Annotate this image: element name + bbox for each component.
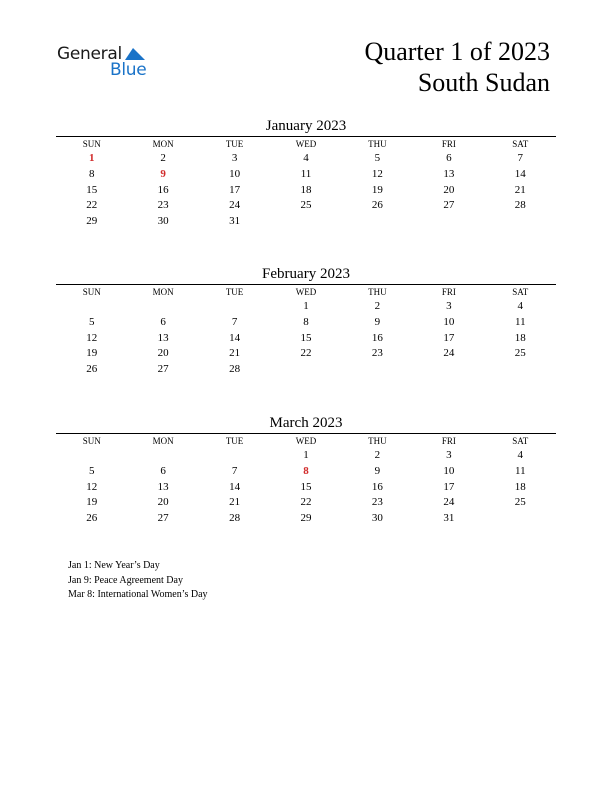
holiday-day-cell: 9 [160, 167, 166, 180]
day-cell: 25 [514, 496, 526, 509]
month-january [56, 116, 556, 230]
day-cell: 8 [88, 167, 95, 180]
day-cell: 3 [446, 449, 452, 461]
day-cell: 12 [86, 331, 98, 344]
empty-cell [127, 299, 198, 315]
weekday-header: SUN [82, 436, 101, 446]
empty-cell [127, 448, 198, 464]
holiday-day-cell: 1 [88, 152, 95, 164]
day-cell: 18 [514, 480, 526, 493]
day-cell: 22 [86, 199, 98, 212]
day-cell: 30 [157, 215, 169, 228]
day-cell: 5 [374, 152, 381, 164]
empty-cell [413, 214, 484, 230]
empty-cell [485, 362, 556, 378]
day-cell: 13 [443, 167, 455, 180]
weekday-header: THU [368, 139, 387, 149]
day-cell: 23 [371, 496, 383, 509]
weekday-header: SUN [82, 287, 101, 297]
day-cell: 29 [86, 215, 98, 228]
day-cell: 26 [86, 512, 98, 525]
weekday-header: TUE [225, 139, 244, 149]
day-cell: 17 [229, 183, 241, 196]
day-cell: 26 [371, 199, 383, 212]
empty-cell [485, 214, 556, 230]
day-cell: 1 [303, 449, 309, 461]
day-cell: 16 [371, 331, 383, 344]
logo-text-general: General [57, 44, 122, 64]
day-cell: 13 [157, 331, 169, 344]
day-cell: 20 [443, 183, 455, 196]
day-cell: 4 [517, 449, 524, 461]
day-cell: 4 [517, 300, 524, 312]
day-cell: 27 [157, 512, 169, 525]
day-cell: 10 [443, 464, 455, 477]
day-cell: 6 [160, 315, 166, 328]
weekday-header: WED [295, 436, 317, 446]
day-cell: 11 [514, 464, 526, 477]
day-cell: 19 [86, 347, 98, 360]
day-cell: 24 [229, 199, 241, 212]
weekday-header: TUE [225, 436, 244, 446]
weekday-header: FRI [441, 287, 456, 297]
day-cell: 18 [514, 331, 526, 344]
weekday-header: WED [295, 287, 317, 297]
generalblue-logo [57, 44, 157, 80]
month-title: February 2023 [262, 266, 350, 282]
day-cell: 24 [443, 496, 455, 509]
day-cell: 7 [517, 152, 524, 164]
month-title: March 2023 [269, 415, 343, 431]
month-march [56, 413, 556, 527]
weekday-header: WED [295, 139, 317, 149]
day-cell: 19 [86, 496, 98, 509]
day-cell: 3 [231, 152, 238, 164]
day-cell: 2 [160, 152, 166, 164]
day-cell: 15 [300, 331, 312, 344]
day-cell: 12 [86, 480, 98, 493]
page-title [364, 36, 550, 98]
empty-cell [342, 362, 413, 378]
day-cell: 31 [229, 215, 241, 228]
empty-cell [342, 214, 413, 230]
holiday-note: Mar 8: International Women’s Day [68, 589, 208, 600]
logo-text-blue: Blue [110, 60, 147, 80]
day-cell: 25 [300, 199, 312, 212]
day-cell: 2 [374, 449, 381, 461]
month-title: January 2023 [265, 118, 347, 134]
day-cell: 25 [514, 347, 526, 360]
weekday-header: FRI [441, 436, 456, 446]
day-cell: 21 [229, 496, 241, 509]
day-cell: 2 [374, 300, 381, 312]
day-cell: 6 [160, 464, 166, 477]
day-cell: 20 [157, 347, 169, 360]
day-cell: 14 [514, 167, 526, 180]
day-cell: 13 [157, 480, 169, 493]
day-cell: 18 [300, 183, 312, 196]
day-cell: 7 [231, 315, 238, 328]
day-cell: 9 [374, 464, 381, 477]
day-cell: 3 [446, 300, 452, 312]
day-cell: 27 [157, 363, 169, 376]
empty-cell [270, 362, 341, 378]
day-cell: 28 [229, 363, 241, 376]
day-cell: 22 [300, 496, 312, 509]
day-cell: 23 [157, 199, 169, 212]
empty-cell [56, 299, 127, 315]
day-cell: 12 [371, 167, 383, 180]
day-cell: 17 [443, 480, 455, 493]
empty-cell [413, 362, 484, 378]
day-cell: 16 [157, 183, 169, 196]
holiday-note: Jan 9: Peace Agreement Day [68, 574, 183, 586]
day-cell: 7 [231, 464, 238, 477]
day-cell: 15 [86, 183, 98, 196]
day-cell: 29 [300, 512, 312, 525]
holiday-note: Jan 1: New Year’s Day [68, 560, 160, 571]
calendar-grid [56, 434, 556, 527]
day-cell: 8 [303, 315, 309, 328]
day-cell: 20 [157, 496, 169, 509]
day-cell: 1 [303, 300, 309, 312]
empty-cell [199, 448, 270, 464]
day-cell: 27 [443, 199, 455, 212]
day-cell: 14 [229, 331, 241, 344]
day-cell: 11 [300, 167, 312, 180]
day-cell: 30 [371, 512, 383, 525]
day-cell: 17 [443, 331, 455, 344]
day-cell: 19 [371, 183, 383, 196]
holiday-notes [68, 559, 208, 603]
holiday-day-cell: 8 [303, 464, 309, 477]
logo-triangle-icon [125, 46, 145, 60]
weekday-header: MON [152, 436, 174, 446]
empty-cell [56, 448, 127, 464]
weekday-header: FRI [441, 139, 456, 149]
day-cell: 22 [300, 347, 312, 360]
weekday-header: THU [368, 436, 387, 446]
day-cell: 10 [443, 315, 455, 328]
day-cell: 26 [86, 363, 98, 376]
calendar-grid [56, 137, 556, 230]
weekday-header: SUN [82, 139, 101, 149]
day-cell: 31 [443, 512, 455, 525]
empty-cell [485, 511, 556, 527]
title-country: South Sudan [417, 68, 550, 97]
day-cell: 5 [88, 315, 95, 328]
day-cell: 24 [443, 347, 455, 360]
empty-cell [199, 299, 270, 315]
weekday-header: TUE [225, 287, 244, 297]
weekday-header: MON [152, 287, 174, 297]
day-cell: 28 [229, 512, 241, 525]
day-cell: 9 [374, 315, 381, 328]
weekday-header: SAT [512, 287, 529, 297]
weekday-header: SAT [512, 436, 529, 446]
calendar-grid [56, 285, 556, 378]
day-cell: 4 [303, 152, 309, 164]
day-cell: 5 [88, 464, 95, 477]
day-cell: 14 [229, 480, 241, 493]
weekday-header: SAT [512, 139, 529, 149]
day-cell: 21 [514, 183, 526, 196]
day-cell: 23 [371, 347, 383, 360]
day-cell: 15 [300, 480, 312, 493]
empty-cell [270, 214, 341, 230]
day-cell: 6 [446, 152, 452, 164]
weekday-header: MON [152, 139, 174, 149]
day-cell: 10 [229, 167, 241, 180]
day-cell: 16 [371, 480, 383, 493]
day-cell: 21 [229, 347, 241, 360]
day-cell: 28 [514, 199, 526, 212]
weekday-header: THU [368, 287, 387, 297]
day-cell: 11 [514, 315, 526, 328]
title-quarter: Quarter 1 of 2023 [364, 37, 550, 66]
month-february [56, 264, 556, 378]
